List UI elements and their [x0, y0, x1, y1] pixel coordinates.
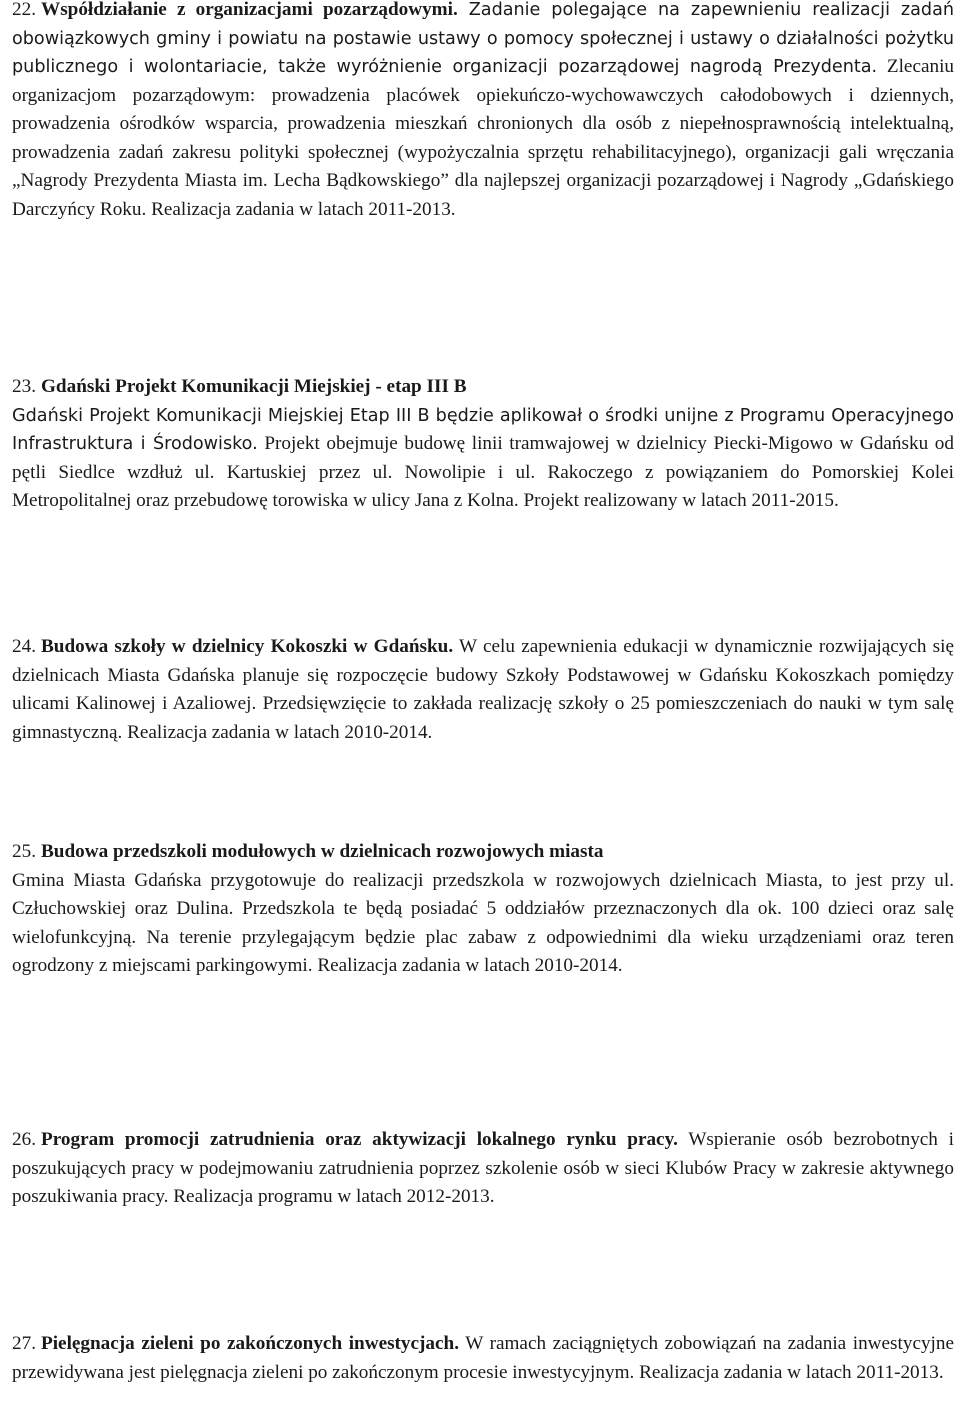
item-text: Gdański Projekt Komunikacji Miejskiej Etap III B będzie aplikował o środki unijne z Programu Operacyjnego Infrastruktura i Środowisko. [12, 405, 954, 454]
item-text: W celu zapewnienia edukacji w dynamicznie rozwijających się dzielnicach Miasta Gdańska planuje się rozpoczęcie budowy Szkoły Podstawowej w Gdańsku Kokoszkach pomiędzy ulicami Kalinowej i Azaliowej. Przedsięwzięcie to zakłada realizację szkoły o 25 pomieszczeniach do nauki w tym salę gimnastyczną. Realizacja zadania w latach 2010-2014. [12, 636, 954, 743]
item-text: Zadanie polegające na zapewnieniu realizacji zadań obowiązkowych gminy i powiatu na postawie ustawy o pomocy społecznej i ustawy o działalności pożytku publicznego i wolontariacie, także wyróżnienie organizacji pozarządowej nagrodą Prezydenta. [12, 0, 955, 77]
item-text: Lecha Bądkowskiego” dla najlepszej organizacji pozarządowej i Nagrody „Gdańskiego Darczyńcy Roku. Realizacja zadania w latach 2011-2013. [12, 170, 954, 220]
item-title: Budowa przedszkoli modułowych w dzielnicach rozwojowych miasta [41, 841, 604, 862]
item-23 [12, 373, 954, 516]
item-title: Program promocji zatrudnienia oraz aktywizacji lokalnego rynku pracy. [41, 1129, 678, 1150]
item-text: Projekt obejmuje budowę linii tramwajowej w dzielnicy Piecki-Migowo w Gdańsku od pętli Siedlce wzdłuż ul. Kartuskiej przez ul. Nowolipie i ul. Rakoczego z powiązaniem do Pomorskiej Kolei Metropolitalnej oraz przebudowę torowiska w ulicy Jana z Kolna. Projekt realizowany w latach 2011-2015. [12, 433, 954, 511]
item-title: Gdański Projekt Komunikacji Miejskiej - etap III B [41, 376, 467, 397]
item-title: Budowa szkoły w dzielnicy Kokoszki w Gdańsku. [41, 636, 454, 657]
item-text: Zlecaniu organizacjom pozarządowym: prowadzenia placówek opiekuńczo-wychowawczych całodobowych i dziennych, prowadzenia ośrodków wsparcia, prowadzenia mieszkań chronionych dla osób z niepełnosprawnością intelektualną, prowadzenia zadań zakresu polityki społecznej (wypożyczalnia sprzętu rehabilitacyjnego), organizacji gali wręczania „Nagrody Prezydenta Miasta im. [12, 56, 954, 191]
item-title: Współdziałanie z organizacjami pozarządowymi. [41, 0, 458, 20]
item-number: 23. [12, 376, 36, 397]
item-number: 27. [12, 1333, 36, 1354]
item-number: 25. [12, 841, 36, 862]
item-text: Gmina Miasta Gdańska przygotowuje do realizacji przedszkola w rozwojowych dzielnicach Miasta, to jest przy ul. Człuchowskiej oraz Dulina. Przedszkola te będą posiadać 5 oddziałów przeznaczonych dla ok. 100 dzieci oraz salę wielofunkcyjną. Na terenie przylegającym będzie plac zabaw z odpowiednimi dla wieku urządzeniami oraz teren ogrodzony z miejscami parkingowymi. Realizacja zadania w latach 2010-2014. [12, 869, 954, 976]
item-22 [12, 0, 954, 224]
item-number: 22. [12, 0, 36, 20]
item-text: W ramach zaciągniętych zobowiązań na zadania inwestycyjne przewidywana jest pielęgnacja zieleni po zakończonym procesie inwestycyjnym. Realizacja zadania w latach 2011-2013. [12, 1333, 954, 1383]
item-25 [12, 838, 954, 981]
item-title: Pielęgnacja zieleni po zakończonych inwestycjach. [41, 1333, 460, 1354]
item-text: Wspieranie osób bezrobotnych i poszukujących pracy w podejmowaniu zatrudnienia poprzez szkolenie osób w sieci Klubów Pracy w zakresie aktywnego poszukiwania pracy. Realizacja programu w latach 2012-2013. [12, 1129, 954, 1207]
item-24 [12, 633, 954, 747]
item-number: 24. [12, 636, 36, 657]
item-26 [12, 1126, 954, 1212]
item-number: 26. [12, 1129, 36, 1150]
item-27 [12, 1330, 954, 1387]
